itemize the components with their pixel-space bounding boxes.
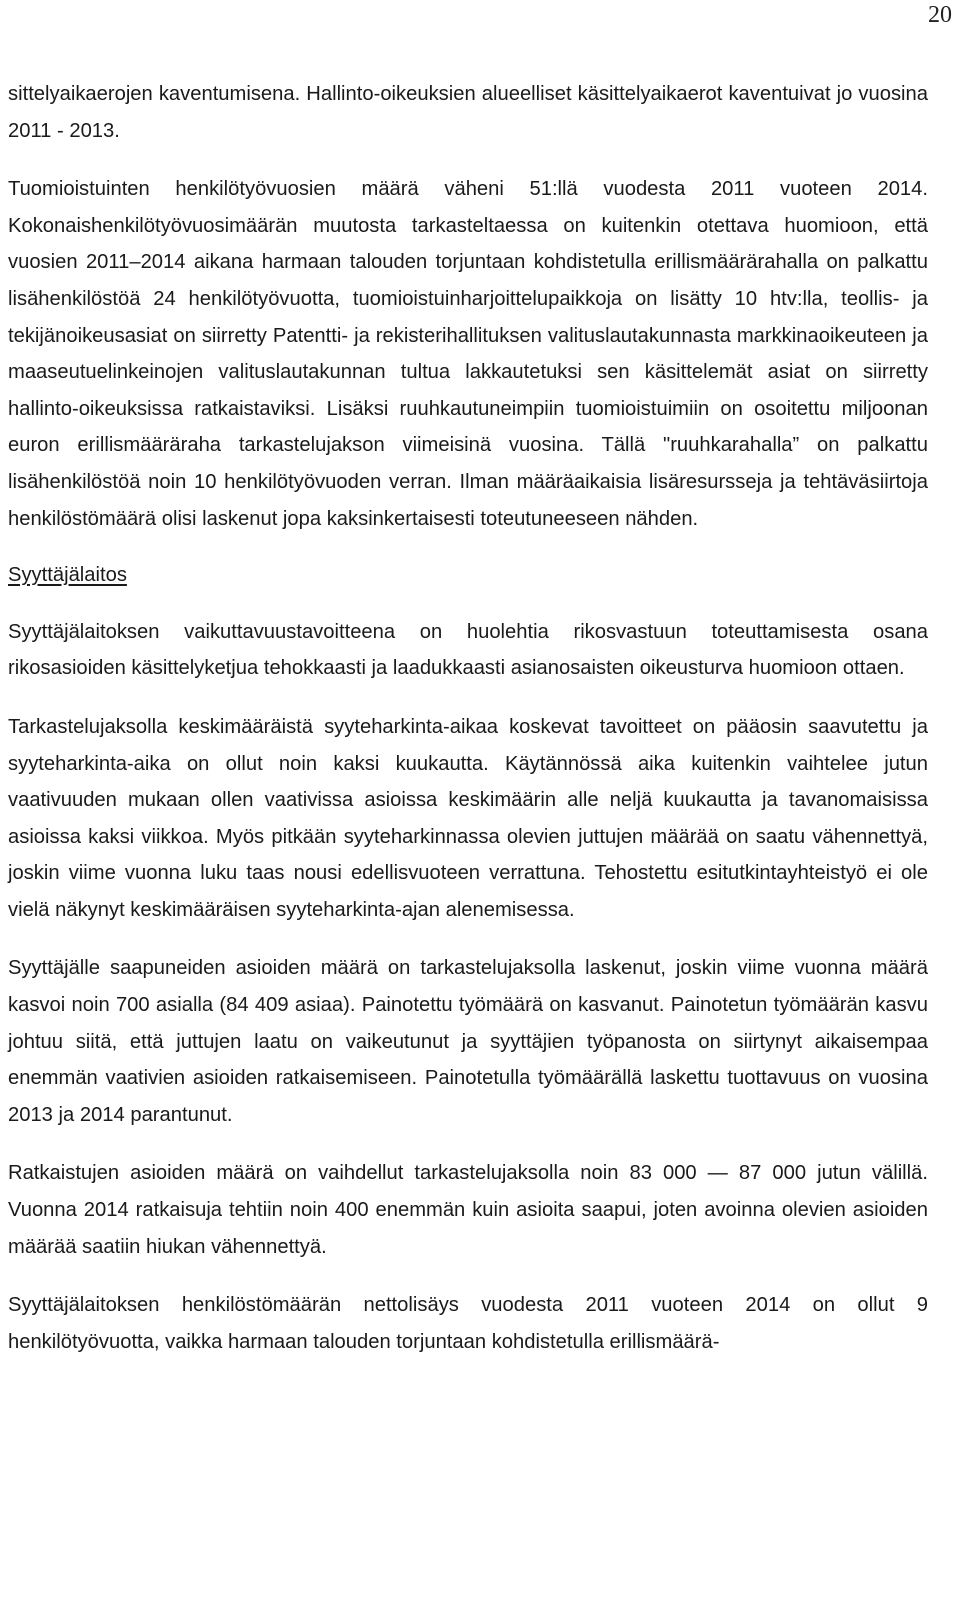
paragraph-staff-increase: Syyttäjälaitoksen henkilöstömäärän nettolisäys vuodesta 2011 vuoteen 2014 on ollut 9 henkilötyövuotta, vaikka harmaan talouden torjuntaan kohdistetulla erillismäärä- <box>8 1294 928 1353</box>
paragraph-incoming-cases: Syyttäjälle saapuneiden asioiden määrä on tarkastelujaksolla laskenut, joskin viime vuonna määrä kasvoi noin 700 asialla (84 409 asiaa). Painotettu työmäärä on kasvanut. Painotetun työmäärän kasvu johtuu siitä, että juttujen laatu on vaikeutunut ja syyttäjien työpanosta on siirtynyt aikaisempaa enemmän vaativien asioiden ratkaisemiseen. Painotetulla työmäärällä laskettu tuottavuus on vuosina 2013 ja 2014 parantunut. <box>8 957 928 1126</box>
paragraph-effectiveness-goal: Syyttäjälaitoksen vaikuttavuustavoitteena on huolehtia rikosvastuun toteuttamisesta osana rikosasioiden käsittelyketjua tehokkaasti ja laadukkaasti asianosaisten oikeusturva huomioon ottaen. <box>8 620 928 680</box>
page-number: 20 <box>928 2 952 28</box>
paragraph-charging-time: Tarkastelujaksolla keskimääräistä syyteharkinta-aikaa koskevat tavoitteet on pääosin saavutettu ja syyteharkinta-aika on ollut noin kaksi kuukautta. Käytännössä aika kuitenkin vaihtelee jutun vaativuuden mukaan ollen vaativissa asioissa keskimäärin alle neljä kuukautta ja tavanomaisissa asioissa kaksi viikkoa. Myös pitkään syyteharkinnassa olevien juttujen määrää on saatu vähennettyä, joskin viime vuonna luku taas nousi edellisvuoteen verrattuna. Tehostettu esitutkintayhteistyö ei ole vielä näkynyt keskimääräisen syyteharkinta-ajan alenemisessa. <box>8 715 928 921</box>
section-heading-syyttajalaitos: Syyttäjälaitos <box>8 564 127 587</box>
paragraph-court-staff: Tuomioistuinten henkilötyövuosien määrä väheni 51:llä vuodesta 2011 vuoteen 2014. Kokonaishenkilötyövuosimäärän muutosta tarkasteltaessa on kuitenkin otettava huomioon, että vuosien 2011–2014 aikana harmaan talouden torjuntaan kohdistetulla erillismäärärahalla on palkattu lisähenkilöstöä 24 henkilötyövuotta, tuomioistuinharjoittelupaikkoja on lisätty 10 htv:lla, teollis- ja tekijänoikeusasiat on siirretty Patentti- ja rekisterihallituksen valituslautakunnasta markkinaoikeuteen ja maaseutuelinkeinojen valituslautakunnan tultua lakkautetuksi sen käsittelemät asiat on siirretty hallinto-oikeuksissa ratkaistaviksi. Lisäksi ruuhkautuneimpiin tuomioistuimiin on osoitettu miljoonan euron erillismääräraha tarkastelujakson viimeisinä vuosina. Tällä "ruuhkarahalla” on palkattu lisähenkilöstöä noin 10 henkilötyövuoden verran. Ilman määräaikaisia lisäresursseja ja tehtäväsiirtoja henkilöstömäärä olisi laskenut jopa kaksinkertaisesti toteutuneeseen nähden. <box>8 178 928 530</box>
paragraph-resolved-cases: Ratkaistujen asioiden määrä on vaihdellut tarkastelujaksolla noin 83 000 — 87 000 jutun välillä. Vuonna 2014 ratkaisuja tehtiin noin 400 enemmän kuin asioita saapui, joten avoinna olevien asioiden määrää saatiin hiukan vähennettyä. <box>8 1162 928 1258</box>
paragraph-processing-times: sittelyaikaerojen kaventumisena. Hallinto-oikeuksien alueelliset käsittelyaikaerot kaventuivat jo vuosina 2011 - 2013. <box>8 83 928 142</box>
document-body <box>8 76 928 1360</box>
